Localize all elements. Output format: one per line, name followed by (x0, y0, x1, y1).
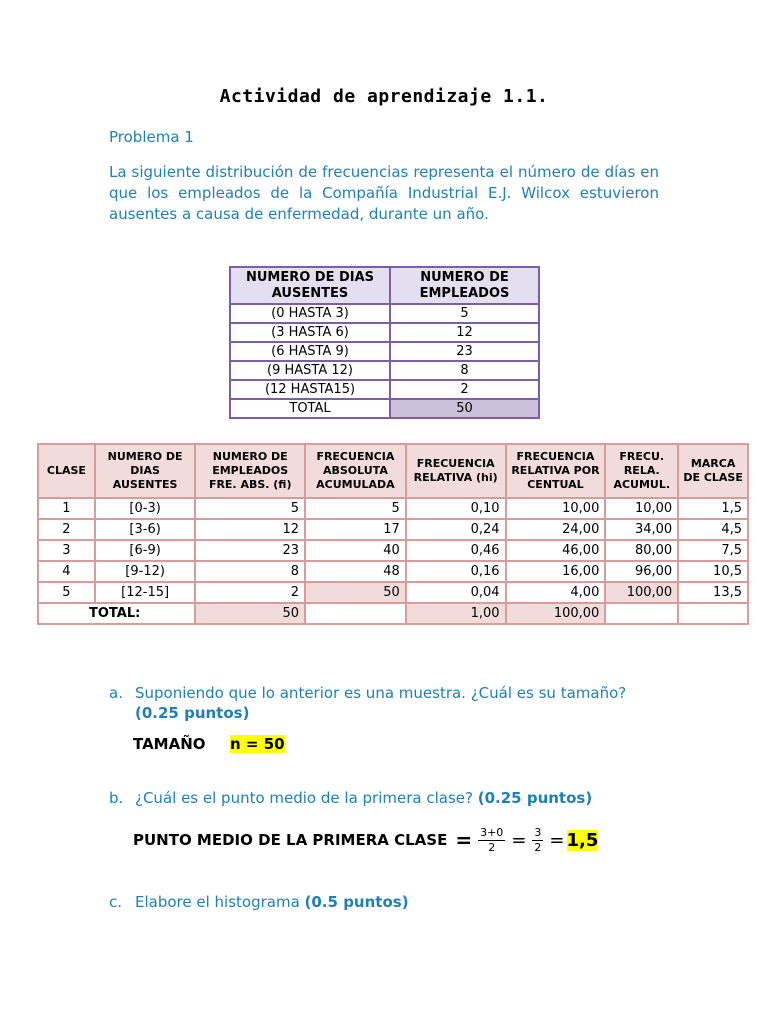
table-row (38, 540, 748, 561)
header-abs-acum: FRECUENCIA ABSOLUTA ACUMULADA (305, 444, 406, 498)
table-cell: 16,00 (506, 561, 606, 582)
table-cell: 4,00 (506, 582, 606, 603)
table-cell: 5 (390, 304, 539, 323)
question-points: (0.25 puntos) (477, 789, 593, 807)
table-cell: 24,00 (506, 519, 606, 540)
table-cell: [3-6) (95, 519, 196, 540)
fraction-numerator: 3 (534, 825, 542, 839)
table-cell: 10,00 (506, 498, 606, 519)
question-points: (0.25 puntos) (135, 704, 250, 722)
table-cell: (9 HASTA 12) (230, 361, 390, 380)
header-porcentual: FRECUENCIA RELATIVA POR CENTUAL (506, 444, 606, 498)
table-cell: 0,10 (406, 498, 506, 519)
header-marca: MARCA DE CLASE (678, 444, 748, 498)
table-cell-empty (678, 603, 748, 624)
table-cell: 5 (195, 498, 305, 519)
table-row (38, 519, 748, 540)
table-cell: 5 (305, 498, 406, 519)
header-empleados: NUMERO DE EMPLEADOS FRE. ABS. (fi) (195, 444, 305, 498)
table-total-row (38, 603, 748, 624)
question-text: Suponiendo que lo anterior es una muestra. ¿Cuál es su tamaño? (135, 684, 627, 702)
table-cell: 8 (390, 361, 539, 380)
fraction-denominator: 2 (488, 840, 496, 854)
table-cell: 7,5 (678, 540, 748, 561)
table-header-row (230, 267, 539, 304)
table-cell: 40 (305, 540, 406, 561)
table-cell-empty (605, 603, 678, 624)
table-cell: 2 (195, 582, 305, 603)
problem-label: Problema 1 (109, 128, 194, 146)
total-hi: 1,00 (406, 603, 506, 624)
header-days: NUMERO DE DIAS AUSENTES (230, 267, 390, 304)
question-b (109, 789, 592, 807)
table-cell: 0,46 (406, 540, 506, 561)
table-row (230, 342, 539, 361)
table-cell: 80,00 (605, 540, 678, 561)
table-cell: 96,00 (605, 561, 678, 582)
table-cell: 12 (390, 323, 539, 342)
problem-intro: La siguiente distribución de frecuencias representa el número de días en que los empleados de la Compañía Industrial E.J. Wilcox estuvieron ausentes a causa de enfermedad, durante un año. (109, 163, 659, 223)
question-marker: b. (109, 789, 124, 807)
table-row (38, 561, 748, 582)
table-row (38, 498, 748, 519)
table-cell: 34,00 (605, 519, 678, 540)
answer-value: 1,5 (566, 829, 599, 851)
fraction (532, 826, 543, 855)
total-value: 50 (390, 399, 539, 418)
table-cell: (6 HASTA 9) (230, 342, 390, 361)
table-cell: 13,5 (678, 582, 748, 603)
table-cell: 8 (195, 561, 305, 582)
table-total-row (230, 399, 539, 418)
table-cell: [9-12) (95, 561, 196, 582)
table-cell: 0,04 (406, 582, 506, 603)
table-cell: 1,5 (678, 498, 748, 519)
header-dias: NUMERO DE DIAS AUSENTES (95, 444, 196, 498)
page-title: Actividad de aprendizaje 1.1. (219, 86, 549, 107)
table-cell: 100,00 (605, 582, 678, 603)
question-marker: c. (109, 893, 123, 911)
total-pct: 100,00 (506, 603, 606, 624)
answer-b (133, 818, 598, 862)
answer-a (133, 735, 285, 753)
header-rel-acum: FRECU. RELA. ACUMUL. (605, 444, 678, 498)
total-label: TOTAL (230, 399, 390, 418)
table-cell: 50 (305, 582, 406, 603)
table-cell: 17 (305, 519, 406, 540)
table-row (230, 323, 539, 342)
table-cell: (0 HASTA 3) (230, 304, 390, 323)
question-points: (0.5 puntos) (304, 893, 409, 911)
question-text: Elabore el histograma (135, 893, 300, 911)
table-cell: (3 HASTA 6) (230, 323, 390, 342)
table-row (230, 380, 539, 399)
table-cell: 12 (195, 519, 305, 540)
header-clase: CLASE (38, 444, 95, 498)
table-cell: [6-9) (95, 540, 196, 561)
absence-table (229, 266, 540, 419)
header-employees: NUMERO DE EMPLEADOS (390, 267, 539, 304)
table-row (230, 304, 539, 323)
table-cell: 2 (390, 380, 539, 399)
total-label: TOTAL: (38, 603, 195, 624)
table-row (230, 361, 539, 380)
table-cell-empty (305, 603, 406, 624)
table-cell: 23 (390, 342, 539, 361)
equals-sign: = (455, 828, 473, 852)
question-text: ¿Cuál es el punto medio de la primera clase? (135, 789, 473, 807)
equals-sign: = (511, 829, 527, 851)
table-cell: 0,16 (406, 561, 506, 582)
question-marker: a. (109, 684, 123, 702)
answer-value: n = 50 (230, 735, 285, 753)
table-cell: 48 (305, 561, 406, 582)
table-cell: 10,5 (678, 561, 748, 582)
table-cell: 4 (38, 561, 95, 582)
fraction-denominator: 2 (534, 840, 542, 854)
table-cell: [0-3) (95, 498, 196, 519)
table-cell: 23 (195, 540, 305, 561)
table-cell: 46,00 (506, 540, 606, 561)
table-header-row (38, 444, 748, 498)
table-cell: 5 (38, 582, 95, 603)
header-relativa: FRECUENCIA RELATIVA (hi) (406, 444, 506, 498)
table-cell: [12-15] (95, 582, 196, 603)
fraction-numerator: 3+0 (480, 825, 504, 839)
table-cell: 1 (38, 498, 95, 519)
table-cell: (12 HASTA15) (230, 380, 390, 399)
question-c (109, 893, 409, 911)
frequency-table (37, 443, 749, 625)
table-cell: 0,24 (406, 519, 506, 540)
table-cell: 2 (38, 519, 95, 540)
table-cell: 4,5 (678, 519, 748, 540)
question-a (109, 683, 669, 723)
table-cell: 3 (38, 540, 95, 561)
table-cell: 10,00 (605, 498, 678, 519)
answer-label: TAMAÑO (133, 735, 206, 753)
fraction (478, 826, 505, 855)
equals-sign: = (549, 829, 565, 851)
total-fi: 50 (195, 603, 305, 624)
answer-label: PUNTO MEDIO DE LA PRIMERA CLASE (133, 831, 448, 849)
table-row (38, 582, 748, 603)
